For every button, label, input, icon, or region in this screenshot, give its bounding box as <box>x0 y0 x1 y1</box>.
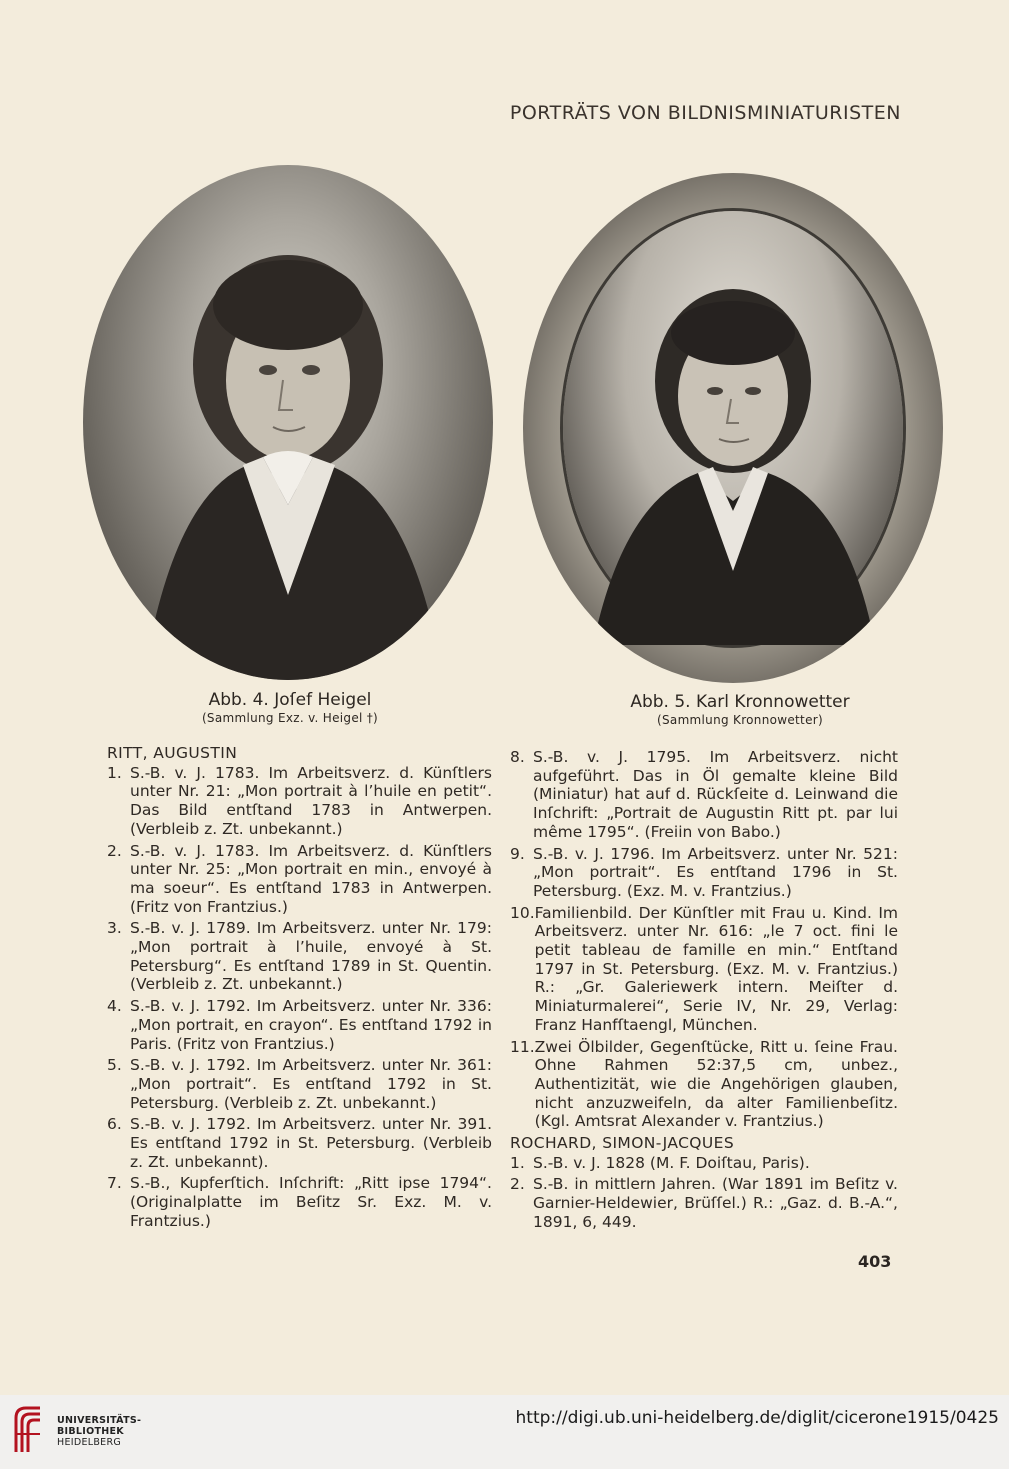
entry-number: 2. <box>107 841 122 860</box>
entry-text: Zwei Ölbilder, Gegenſtücke, Ritt u. ſeine Frau. Ohne Rahmen 52:37,5 cm, unbez., Authentizität, wie die Angehörigen glauben, nicht anzuzweifeln, da alter Familienbeſitz. (Kgl. Amtsrat Alexander v. Frantzius.) <box>534 1037 898 1131</box>
entry-number: 1. <box>107 763 122 782</box>
library-logo-icon <box>12 1404 44 1454</box>
entry-number: 8. <box>510 748 525 766</box>
entry-number: 3. <box>107 919 122 938</box>
list-item <box>510 1038 898 1132</box>
figure-caption-4 <box>150 690 430 725</box>
entry-text: S.-B. v. J. 1795. Im Arbeitsverz. nicht aufgeführt. Das in Öl gemalte kleine Bild (Miniatur) hat auf d. Rückſeite d. Leinwand die Inſchrift: „Portrait de Augustin Ritt pt. par lui même 1795“. (Freiin von Babo.) <box>533 748 898 841</box>
entry-number: 2. <box>510 1175 525 1194</box>
entry-text: S.-B., Kupferſtich. Inſchrift: „Ritt ipse 1794“. (Originalplatte im Beſitz Sr. Exz. M. v. Frantzius.) <box>130 1174 492 1230</box>
portrait-karl-kronnowetter <box>523 173 943 683</box>
figure-title: Abb. 5. Karl Kronnowetter <box>630 692 850 712</box>
list-item <box>107 1174 492 1230</box>
list-item <box>107 919 492 994</box>
list-item <box>107 1056 492 1112</box>
left-column <box>107 744 492 1234</box>
source-url-link[interactable]: http://digi.ub.uni-heidelberg.de/diglit/cicerone1915/0425 <box>515 1408 999 1428</box>
portrait-kronnowetter-illustration <box>563 211 903 645</box>
list-item <box>510 748 898 842</box>
portrait-heigel-illustration <box>83 165 493 680</box>
list-item <box>107 1115 492 1171</box>
entry-number: 11. <box>510 1037 535 1056</box>
list-item <box>107 997 492 1053</box>
entry-text: S.-B. in mittlern Jahren. (War 1891 im Beſitz v. Garnier-Heldewier, Brüſſel.) R.: „Gaz. d. B.-A.“, 1891, 6, 449. <box>533 1175 898 1231</box>
portrait-josef-heigel <box>83 165 493 680</box>
library-name-line2: BIBLIOTHEK <box>57 1426 124 1437</box>
entry-text: S.-B. v. J. 1828 (M. F. Doiſtau, Paris). <box>533 1153 810 1172</box>
library-name-line3: HEIDELBERG <box>57 1437 122 1448</box>
figure-caption-5 <box>595 692 885 727</box>
library-name <box>57 1415 141 1448</box>
figure-title: Abb. 4. Joſef Heigel <box>208 690 372 710</box>
section-title-rochard: ROCHARD, SIMON-JACQUES <box>510 1134 735 1153</box>
list-item <box>510 845 898 901</box>
entry-number: 10. <box>510 903 535 922</box>
page-number: 403 <box>858 1252 892 1271</box>
entry-text: S.-B. v. J. 1783. Im Arbeitsverz. d. Künſtlers unter Nr. 21: „Mon portrait à l’huile en petit“. Das Bild entſtand 1783 in Antwerpen. (Verbleib z. Zt. unbekannt.) <box>130 763 492 838</box>
list-item <box>510 1175 898 1231</box>
entry-text: S.-B. v. J. 1792. Im Arbeitsverz. unter Nr. 361: „Mon portrait“. Es entſtand 1792 in St. Petersburg. (Verbleib z. Zt. unbekannt.) <box>130 1056 492 1112</box>
entry-number: 4. <box>107 997 122 1016</box>
entry-number: 1. <box>510 1153 525 1172</box>
entry-text: S.-B. v. J. 1792. Im Arbeitsverz. unter Nr. 336: „Mon portrait, en crayon“. Es entſtand 1792 in Paris. (Fritz von Frantzius.) <box>130 997 492 1053</box>
library-footer <box>0 1395 1009 1469</box>
entry-text: S.-B. v. J. 1792. Im Arbeitsverz. unter Nr. 391. Es entſtand 1792 in St. Petersburg. (Verbleib z. Zt. unbekannt). <box>130 1115 492 1171</box>
list-item <box>510 1154 898 1173</box>
running-header: PORTRÄTS VON BILDNISMINIATURISTEN <box>509 102 901 124</box>
list-item <box>107 764 492 839</box>
entry-number: 5. <box>107 1056 122 1075</box>
entry-number: 6. <box>107 1115 122 1134</box>
list-item <box>510 904 898 1035</box>
right-column <box>510 748 898 1235</box>
list-item <box>107 842 492 917</box>
entry-text: Familienbild. Der Künſtler mit Frau u. Kind. Im Arbeitsverz. unter Nr. 616: „le 7 oct. fini le petit tableau de famille en min.“ Entſtand 1797 in St. Petersburg. (Exz. M. v. Frantzius.) R.: „Gr. Galeriewerk intern. Meiſter d. Miniaturmalerei“, Serie IV, Nr. 29, Verlag: Franz Hanfſtaengl, München. <box>534 903 898 1034</box>
entry-number: 9. <box>510 844 525 863</box>
library-name-line1: UNIVERSITÄTS- <box>57 1415 142 1426</box>
figure-subtitle: (Sammlung Kronnowetter) <box>657 713 823 727</box>
miniature-frame <box>563 211 903 645</box>
entry-text: S.-B. v. J. 1796. Im Arbeitsverz. unter Nr. 521: „Mon portrait“. Es entſtand 1796 in St. Petersburg. (Exz. M. v. Frantzius.) <box>533 844 898 900</box>
entry-text: S.-B. v. J. 1789. Im Arbeitsverz. unter Nr. 179: „Mon portrait à l’huile, envoyé à St. Petersburg“. Es entſtand 1789 in St. Quentin. (Verbleib z. Zt. unbekannt.) <box>130 919 492 994</box>
figure-subtitle: (Sammlung Exz. v. Heigel †) <box>201 711 379 725</box>
section-title-ritt: RITT, AUGUSTIN <box>107 744 238 762</box>
entry-number: 7. <box>107 1174 122 1193</box>
entry-text: S.-B. v. J. 1783. Im Arbeitsverz. d. Künſtlers unter Nr. 25: „Mon portrait en min., envoyé à ma soeur“. Es entſtand 1783 in Antwerpen. (Fritz von Frantzius.) <box>130 841 492 916</box>
